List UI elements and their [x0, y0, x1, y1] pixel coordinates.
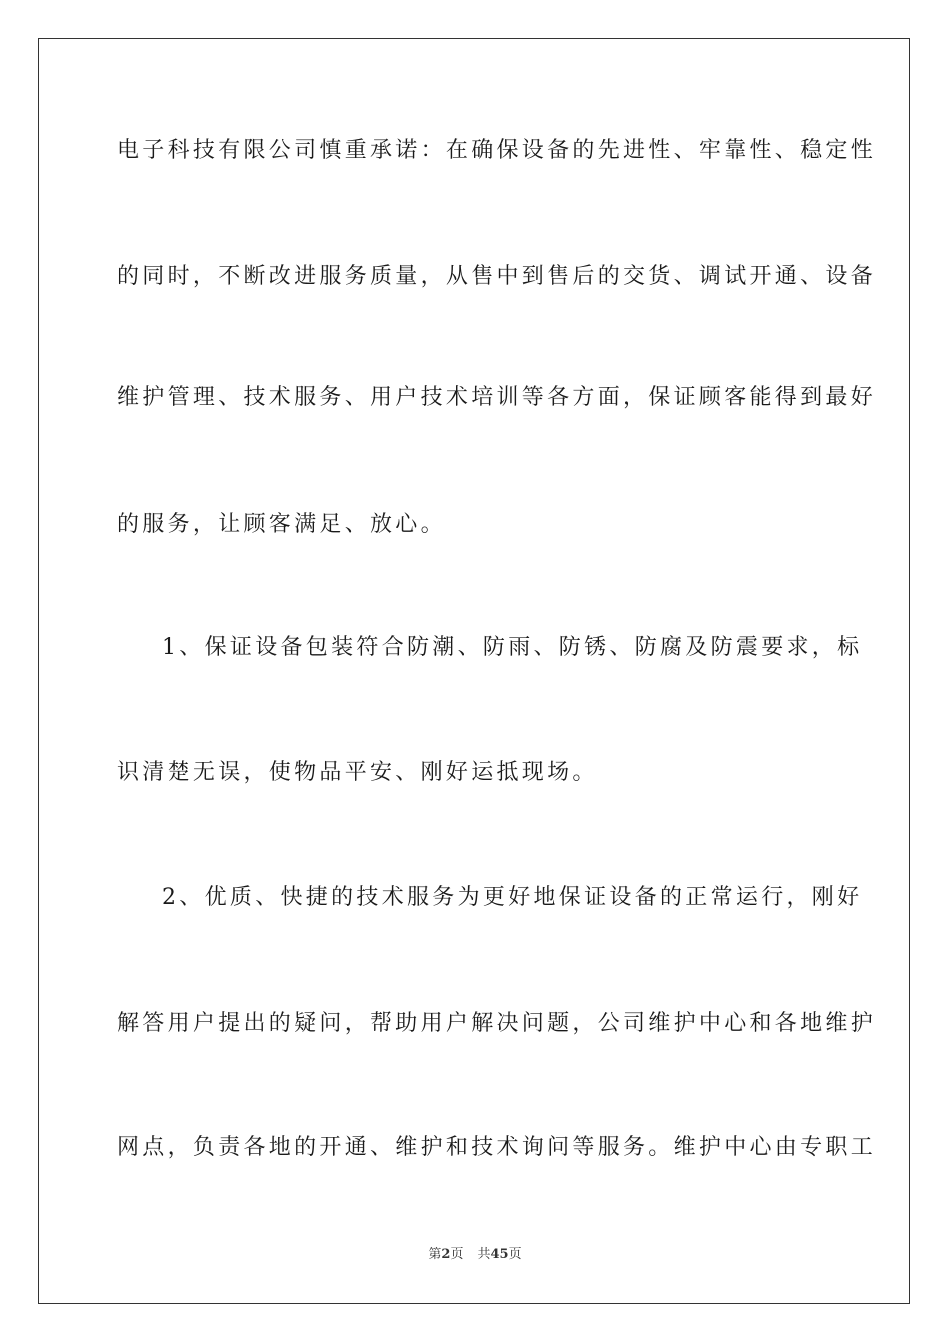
total-pages: 45 [490, 1247, 509, 1262]
body-text-line: 的服务，让顾客满足、放心。 [117, 512, 446, 537]
page-suffix: 页 [450, 1247, 464, 1262]
body-text-line: 维护管理、技术服务、用户技术培训等各方面，保证顾客能得到最好 [117, 385, 877, 410]
total-suffix: 页 [508, 1247, 522, 1262]
page-border [38, 38, 910, 1304]
page-prefix: 第 [428, 1247, 442, 1262]
body-text-line: 解答用户提出的疑问，帮助用户解决问题，公司维护中心和各地维护 [117, 1011, 877, 1036]
page-footer [0, 1247, 950, 1263]
body-text-line: 的同时，不断改进服务质量，从售中到售后的交货、调试开通、设备 [117, 264, 877, 289]
body-text-line: 网点，负责各地的开通、维护和技术询问等服务。维护中心由专职工 [117, 1135, 877, 1160]
body-text-line: 电子科技有限公司慎重承诺：在确保设备的先进性、牢靠性、稳定性 [117, 138, 877, 163]
numbered-paragraph-line: 1、保证设备包装符合防潮、防雨、防锈、防腐及防震要求，标 [162, 635, 863, 660]
total-prefix: 共 [477, 1247, 491, 1262]
page-number: 2 [441, 1247, 451, 1262]
body-text-line: 识清楚无误，使物品平安、刚好运抵现场。 [117, 760, 598, 785]
numbered-paragraph-line: 2、优质、快捷的技术服务为更好地保证设备的正常运行，刚好 [162, 885, 863, 910]
